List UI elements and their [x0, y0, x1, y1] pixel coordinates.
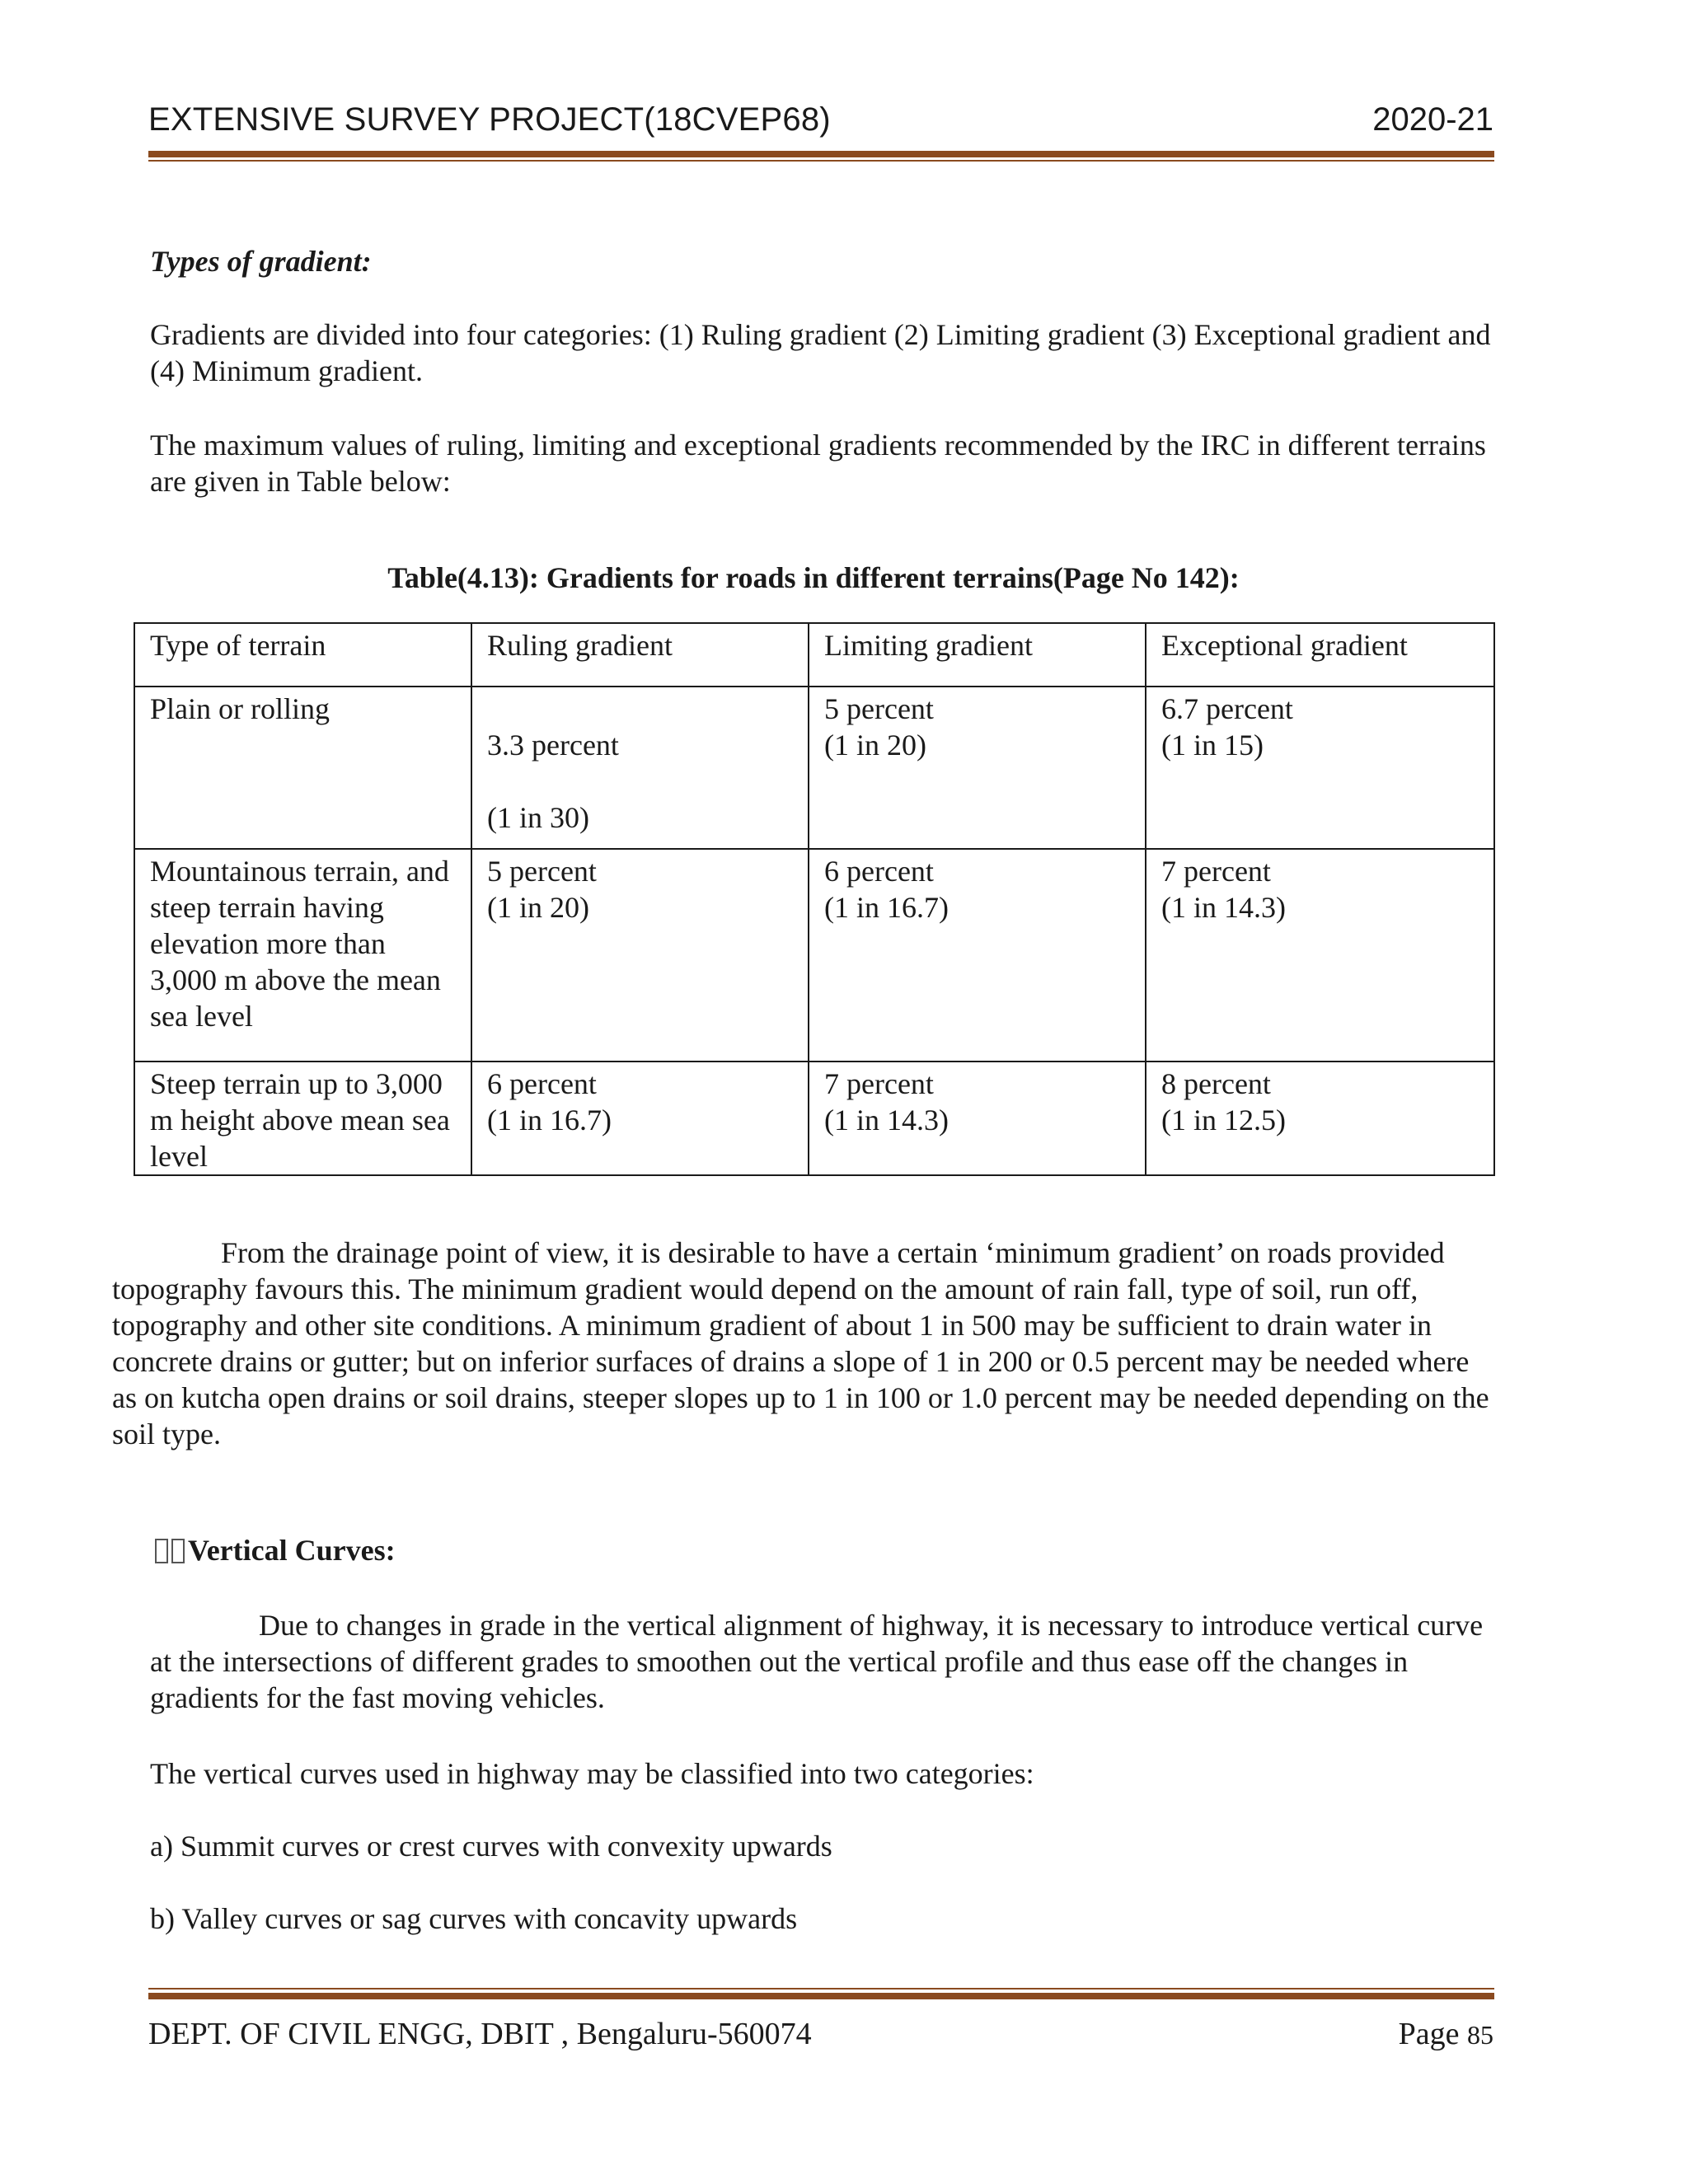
limiting-ratio: (1 in 16.7)	[824, 891, 949, 924]
exceptional-percent: 8 percent	[1161, 1067, 1271, 1100]
limiting-ratio: (1 in 14.3)	[824, 1104, 949, 1137]
header-year: 2020-21	[1372, 101, 1493, 138]
paragraph-minimum-gradient-text: From the drainage point of view, it is desirable to have a certain ‘minimum gradient’ on roads provided topography favours this. The minimum gradient would depend on the amount of rain fall, type of soil, run off, topography and other site conditions. A minimum gradient of about 1 in 500 may be sufficient to drain water in concrete drains or gutter; but on inferior surfaces of drains a slope of 1 in 200 or 0.5 percent may be needed where as on kutcha open drains or soil drains, steeper slopes up to 1 in 100 or 1.0 percent may be needed depending on the soil type.	[112, 1236, 1489, 1451]
page-number: 85	[1467, 2020, 1493, 2050]
gradient-table	[134, 622, 1495, 1176]
missing-glyph-icon	[171, 1539, 185, 1563]
table-header-cell: Limiting gradient	[809, 623, 1146, 687]
exceptional-ratio: (1 in 14.3)	[1161, 891, 1286, 924]
header-rule-thin	[148, 160, 1494, 162]
ruling-ratio: (1 in 30)	[487, 801, 589, 834]
footer-page-number	[1399, 2016, 1493, 2052]
page-label: Page	[1398, 2017, 1460, 2051]
exceptional-percent: 6.7 percent	[1161, 692, 1293, 725]
exceptional-cell	[1146, 687, 1494, 849]
paragraph-vertical-curve-categories: The vertical curves used in highway may be classified into two categories:	[150, 1757, 1034, 1790]
table-row	[134, 687, 1494, 849]
table-header-row	[134, 623, 1494, 687]
table-row	[134, 849, 1494, 1062]
ruling-cell	[471, 1062, 809, 1175]
table-row	[134, 1062, 1494, 1175]
header-rule-thick	[148, 151, 1494, 157]
paragraph-irc-values: The maximum values of ruling, limiting and exceptional gradients recommended by the IRC in different terrains are given in Table below:	[150, 429, 1486, 498]
terrain-cell: Plain or rolling	[134, 687, 471, 849]
table-header-cell: Exceptional gradient	[1146, 623, 1494, 687]
exceptional-cell	[1146, 1062, 1494, 1175]
section-heading-vertical-curves	[155, 1533, 396, 1568]
ruling-cell	[471, 687, 809, 849]
paragraph-vertical-curve-intro-text: Due to changes in grade in the vertical alignment of highway, it is necessary to introduce vertical curve at the intersections of different grades to smoothen out the vertical profile and thus ease off the changes in gradients for the fast moving vehicles.	[150, 1609, 1484, 1714]
limiting-ratio: (1 in 20)	[824, 729, 926, 762]
header-title: EXTENSIVE SURVEY PROJECT(18CVEP68)	[148, 101, 831, 138]
vertical-curves-heading-text: Vertical Curves:	[188, 1534, 396, 1567]
exceptional-ratio: (1 in 15)	[1161, 729, 1264, 762]
ruling-ratio: (1 in 20)	[487, 891, 589, 924]
footer-rule-thick	[148, 1993, 1494, 1999]
exceptional-percent: 7 percent	[1161, 855, 1271, 888]
ruling-cell	[471, 849, 809, 1062]
ruling-percent: 3.3 percent	[487, 729, 619, 762]
exceptional-cell	[1146, 849, 1494, 1062]
table-header-cell: Type of terrain	[134, 623, 471, 687]
paragraph-vertical-curve-intro	[150, 1607, 1502, 1716]
limiting-cell	[809, 849, 1146, 1062]
ruling-percent: 6 percent	[487, 1067, 597, 1100]
limiting-percent: 7 percent	[824, 1067, 934, 1100]
ruling-percent: 5 percent	[487, 855, 597, 888]
limiting-cell	[809, 687, 1146, 849]
paragraph-gradient-categories: Gradients are divided into four categories: (1) Ruling gradient (2) Limiting gradient (3) Exceptional gradient and (4) Minimum gradient.	[150, 318, 1491, 387]
list-item-summit-curves: a) Summit curves or crest curves with convexity upwards	[150, 1830, 832, 1863]
ruling-ratio: (1 in 16.7)	[487, 1104, 612, 1137]
terrain-cell: Steep terrain up to 3,000 m height above mean sea level	[134, 1062, 471, 1175]
table-header-cell: Ruling gradient	[471, 623, 809, 687]
footer-department: DEPT. OF CIVIL ENGG, DBIT , Bengaluru-560074	[148, 2017, 812, 2051]
paragraph-minimum-gradient	[112, 1235, 1497, 1452]
section-heading-types-of-gradient: Types of gradient:	[150, 245, 372, 278]
list-item-valley-curves: b) Valley curves or sag curves with concavity upwards	[150, 1902, 798, 1935]
missing-glyph-icon	[155, 1539, 168, 1563]
terrain-cell: Mountainous terrain, and steep terrain having elevation more than 3,000 m above the mean sea level	[134, 849, 471, 1062]
limiting-percent: 6 percent	[824, 855, 934, 888]
table-caption: Table(4.13): Gradients for roads in different terrains(Page No 142):	[387, 561, 1240, 594]
limiting-cell	[809, 1062, 1146, 1175]
exceptional-ratio: (1 in 12.5)	[1161, 1104, 1286, 1137]
footer-rule-thin	[148, 1988, 1494, 1990]
limiting-percent: 5 percent	[824, 692, 934, 725]
